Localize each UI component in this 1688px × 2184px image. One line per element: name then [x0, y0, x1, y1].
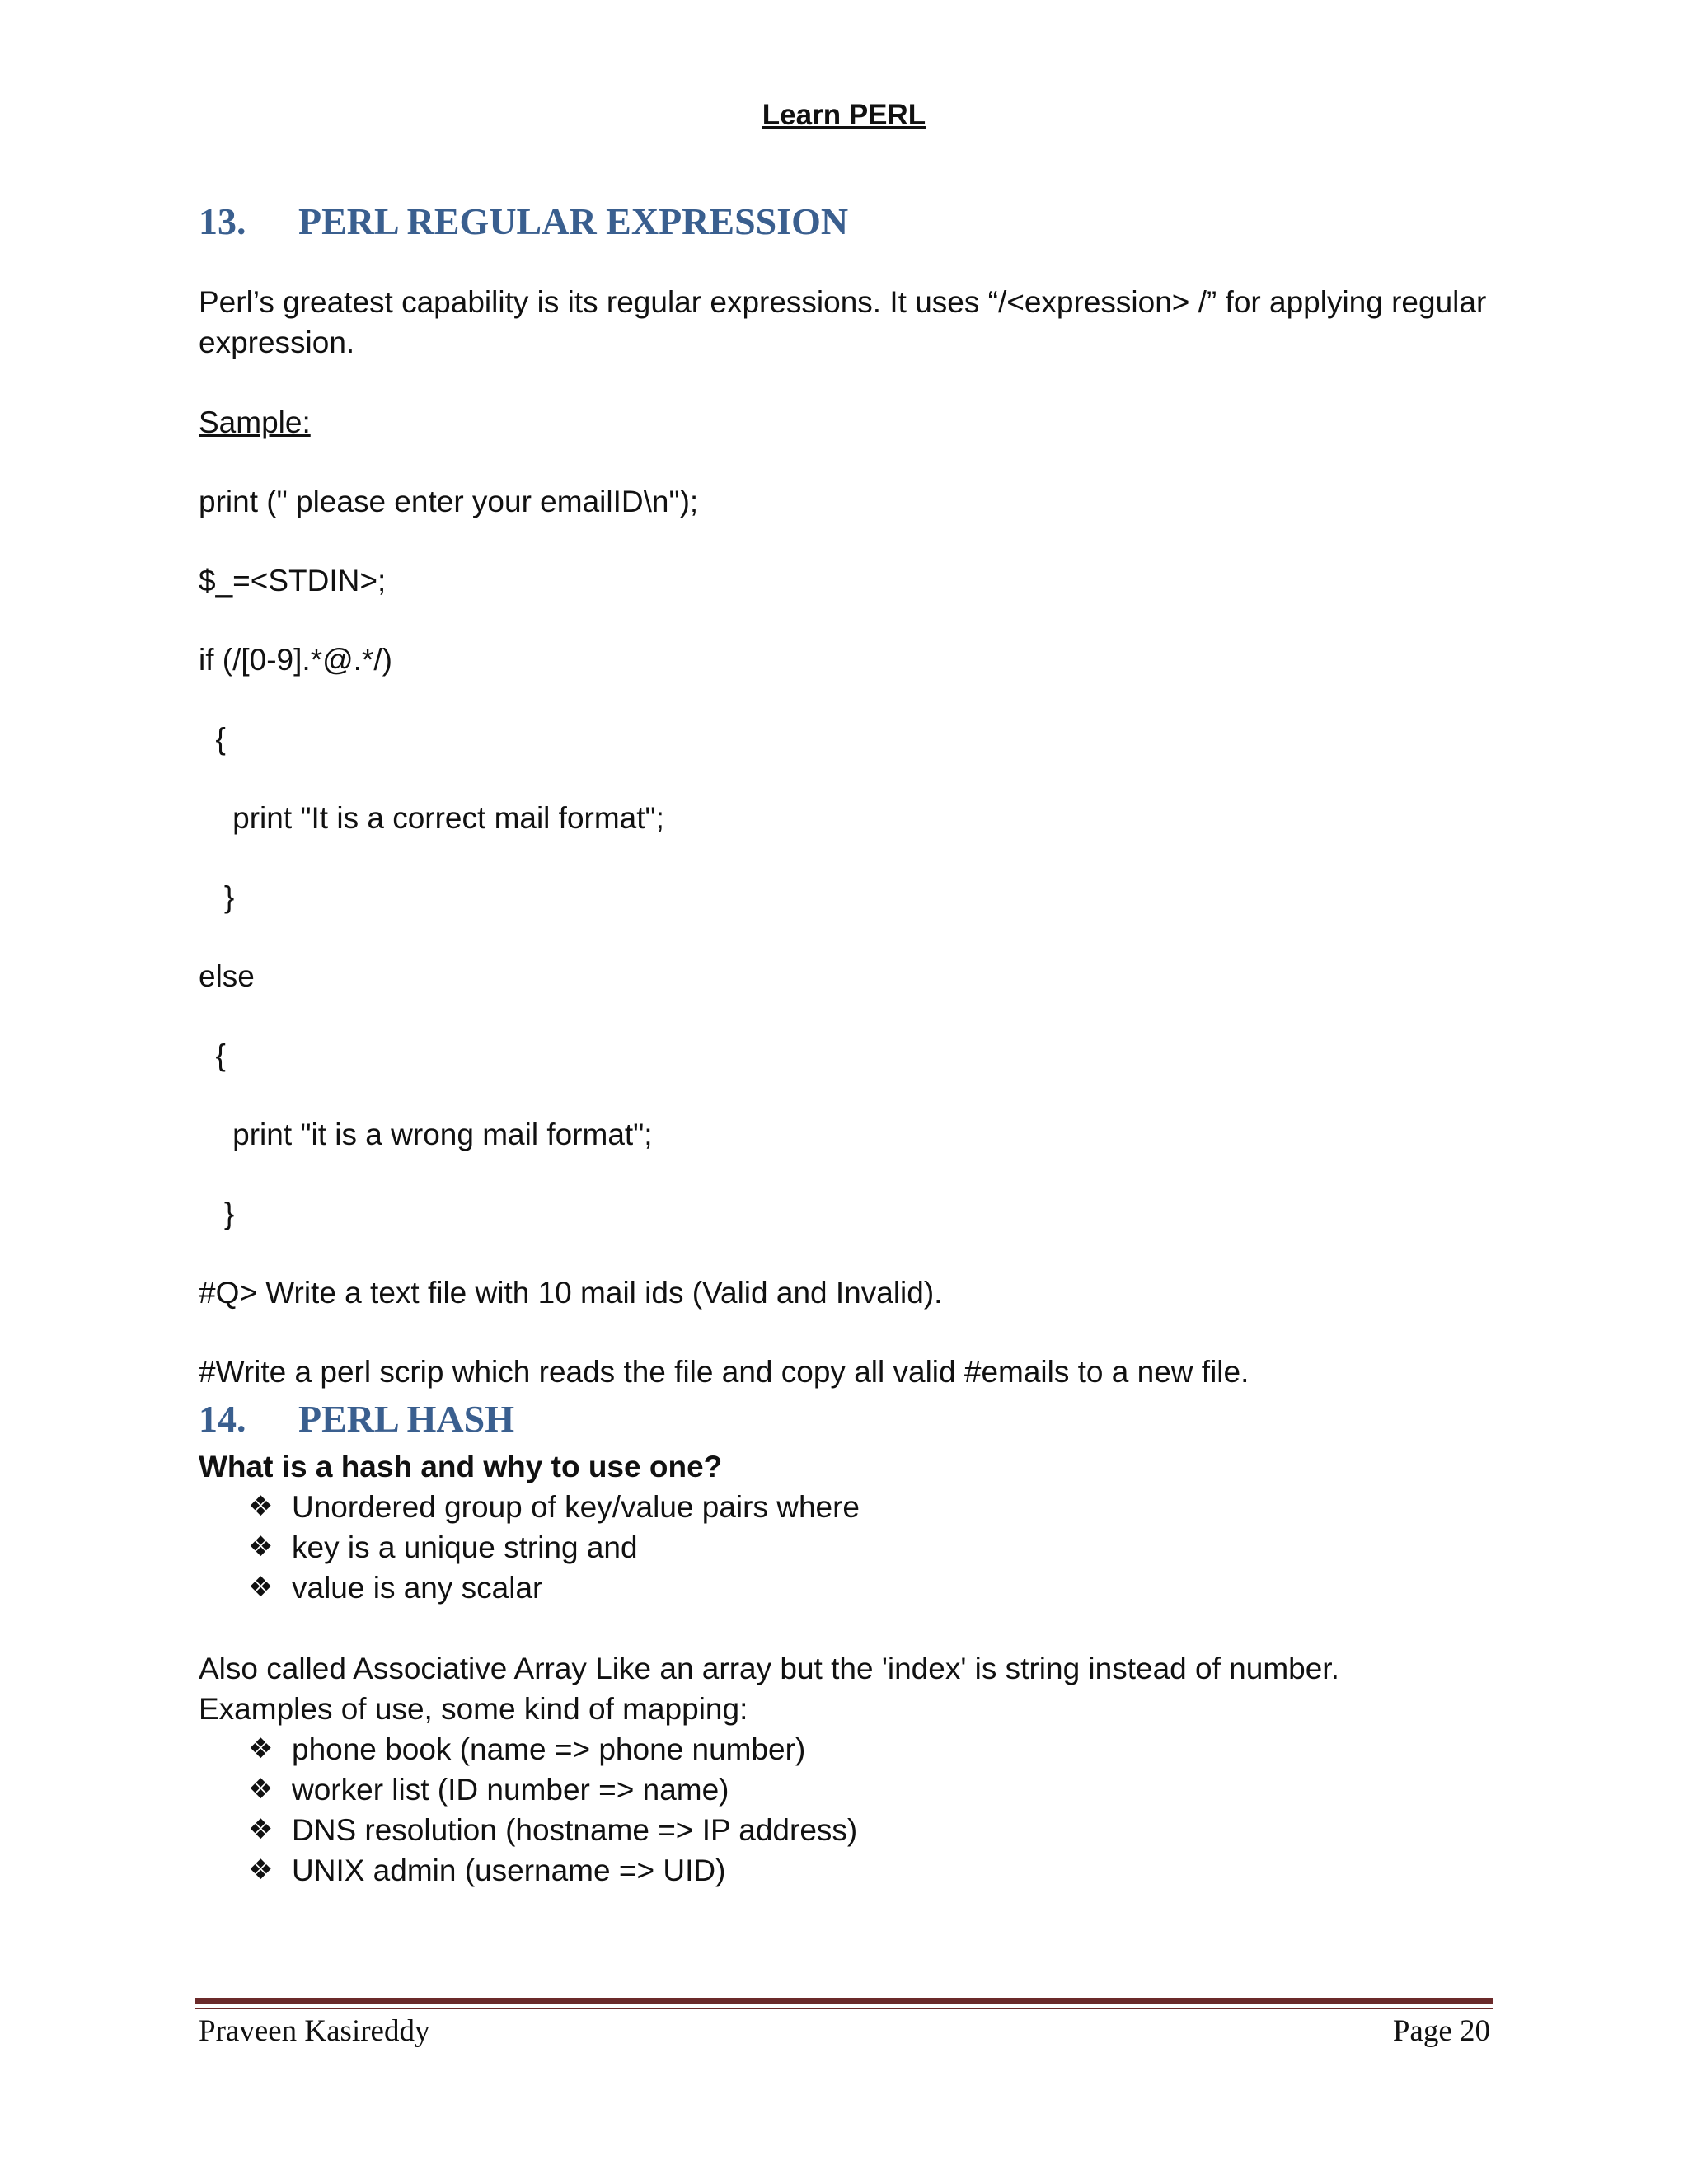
code-line: $_=<STDIN>;	[199, 564, 387, 598]
code-line: {	[199, 1038, 226, 1072]
list-item-text: UNIX admin (username => UID)	[292, 1854, 726, 1887]
diamond-bullet-icon: ❖	[248, 1572, 274, 1603]
code-line: {	[199, 722, 226, 756]
list-item	[248, 1769, 1493, 1810]
list-item	[248, 1568, 1493, 1608]
code-line: else	[199, 959, 255, 993]
code-line: }	[199, 1197, 235, 1230]
footer-rule-thin	[195, 2008, 1493, 2009]
list-item-text: Unordered group of key/value pairs where	[292, 1490, 860, 1524]
diamond-bullet-icon: ❖	[248, 1814, 274, 1845]
list-item	[248, 1487, 1493, 1527]
list-item-text: key is a unique string and	[292, 1530, 638, 1564]
code-line: print "it is a wrong mail format";	[199, 1118, 653, 1151]
list-item	[248, 1850, 1493, 1891]
list-item-text: value is any scalar	[292, 1571, 543, 1605]
section-13-heading	[199, 194, 1493, 249]
diamond-bullet-icon: ❖	[248, 1491, 274, 1522]
list-item-text: DNS resolution (hostname => IP address)	[292, 1813, 858, 1847]
list-item	[248, 1527, 1493, 1568]
section-14-number: 14.	[199, 1398, 246, 1440]
section-13-number: 13.	[199, 200, 246, 242]
hash-examples-list	[199, 1729, 1493, 1891]
diamond-bullet-icon: ❖	[248, 1733, 274, 1765]
exercise-question-line: #Q> Write a text file with 10 mail ids (Valid and Invalid).	[199, 1276, 943, 1310]
code-line: print "It is a correct mail format";	[199, 801, 664, 835]
section-14-title: PERL HASH	[298, 1398, 515, 1440]
code-line: }	[199, 880, 235, 914]
hash-subheading: What is a hash and why to use one?	[199, 1450, 723, 1483]
examples-intro: Examples of use, some kind of mapping:	[199, 1692, 748, 1726]
diamond-bullet-icon: ❖	[248, 1531, 274, 1563]
footer-author: Praveen Kasireddy	[199, 2014, 430, 2048]
list-item	[248, 1810, 1493, 1850]
sample-label: Sample:	[199, 405, 311, 439]
footer-rule	[195, 1998, 1493, 2004]
exercise-task-line: #Write a perl scrip which reads the file and copy all valid #emails to a new file.	[199, 1355, 1250, 1389]
section-13-title: PERL REGULAR EXPRESSION	[298, 200, 849, 242]
assoc-array-paragraph: Also called Associative Array Like an array but the 'index' is string instead of number.	[199, 1652, 1339, 1685]
running-header: Learn PERL	[762, 99, 926, 131]
diamond-bullet-icon: ❖	[248, 1774, 274, 1805]
list-item-text: worker list (ID number => name)	[292, 1773, 729, 1807]
page-content	[199, 194, 1493, 1891]
code-line: print (" please enter your emailID\n");	[199, 485, 699, 518]
list-item	[248, 1729, 1493, 1769]
hash-definition-list	[199, 1487, 1493, 1608]
footer-page-number: Page 20	[1392, 2014, 1490, 2048]
section-14-heading	[199, 1392, 1493, 1446]
code-line: if (/[0-9].*@.*/)	[199, 643, 392, 677]
diamond-bullet-icon: ❖	[248, 1854, 274, 1886]
list-item-text: phone book (name => phone number)	[292, 1732, 806, 1766]
regex-intro-paragraph: Perl’s greatest capability is its regular expressions. It uses “/<expression> /” for applying regular expression.	[199, 285, 1487, 359]
